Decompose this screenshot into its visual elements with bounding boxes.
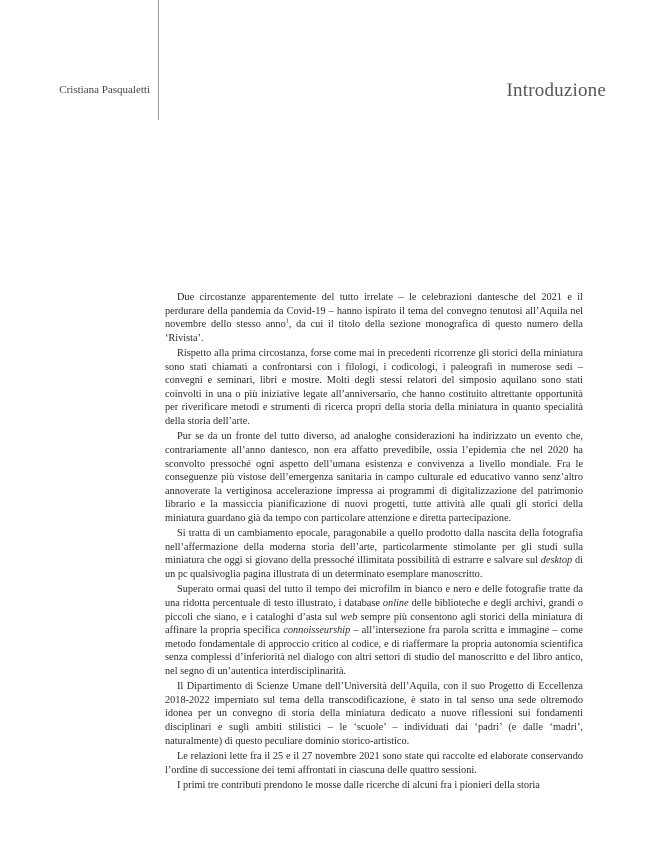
italic-term: desktop xyxy=(540,555,573,567)
paragraph xyxy=(165,779,583,793)
text-run: – all’intersezione fra parola scritta e immagine – come metodo fondamentale di approccio critico al codice, e di riaffermare la propria autonomia scientifica senza complessi d’inferiorità nel dialogo con altri settori di studio del manoscritto e del libro antico, nel segno di un’autentica interdisciplinarità. xyxy=(165,625,584,677)
text-run: delle biblioteche e degli archivi, grandi o piccoli che siano, e i cataloghi d’asta sul xyxy=(165,598,583,623)
paragraph xyxy=(165,680,583,748)
text-run: Due circostanze apparentemente del tutto irrelate – le celebrazioni dantesche del 2021 e il perdurare della pandemia da Covid-19 – hanno ispirato il tema del convegno tenutosi all’Aquila nel novembre dello stesso anno xyxy=(165,292,583,331)
text-run: Le relazioni lette fra il 25 e il 27 novembre 2021 sono state qui raccolte ed elaborate conservando l’ordine di successione dei temi affrontati in ciascuna delle quattro sessioni. xyxy=(165,751,583,776)
italic-term: online xyxy=(382,598,409,610)
text-run: Il Dipartimento di Scienze Umane dell’Università dell’Aquila, con il suo Progetto di Eccellenza 2018-2022 imperniato sul tema della transcodificazione, è stato in tal senso una sede oltremodo idonea per un convegno di storia della miniatura dedicato a nuove riflessioni sui fondamenti disciplinari e sugli ambiti stilistici – le ‘scuole’ – individuati dai ‘padri’ (e dalle ‘madri’, naturalmente) di questo peculiare dominio storico-artistico. xyxy=(165,681,583,747)
paragraph xyxy=(165,750,583,777)
italic-term: web xyxy=(340,611,358,623)
paragraph xyxy=(165,347,583,428)
body-text xyxy=(165,291,583,795)
text-run: , da cui il titolo della sezione monografica di questo numero della ‘Rivista’. xyxy=(165,319,583,344)
footnote-ref: 1 xyxy=(285,318,289,325)
text-run: di un pc qualsivoglia pagina illustrata di un determinato esemplare manoscritto. xyxy=(165,555,583,580)
text-run: Superato ormai quasi del tutto il tempo dei microfilm in bianco e nero e delle fotografie tratte da una ridotta percentuale di testo illustrato, i database xyxy=(165,584,583,610)
text-run: Rispetto alla prima circostanza, forse come mai in precedenti ricorrenze gli storici della miniatura sono stati chiamati a confrontarsi con i filologi, i codicologi, i paleografi in numerose sedi – convegni e seminari, libri e mostre. Molti degli stessi relatori del simposio aquilano sono stati coinvolti in una o più iniziative legate all’anniversario, che hanno costituito altrettante opportunità per riverificare metodi e strumenti di ricerca propri della storia della miniatura in quanto specialità della storia dell’arte. xyxy=(165,348,583,427)
paragraph xyxy=(165,527,583,581)
text-run: Si tratta di un cambiamento epocale, paragonabile a quello prodotto dalla nascita della fotografia nell’affermazione della moderna storia dell’arte, particolarmente stimolante per gli studi sulla miniatura che oggi si giovano della pressoché illimitata possibilità di estrarre e salvare sul xyxy=(165,528,583,567)
author-name: Cristiana Pasqualetti xyxy=(59,84,150,96)
text-run: sempre più consentono agli storici della miniatura di affinare la propria specifica xyxy=(165,611,583,637)
text-run: I primi tre contributi prendono le mosse dalle ricerche di alcuni fra i pionieri della storia xyxy=(177,780,540,792)
margin-rule xyxy=(158,0,159,120)
chapter-title: Introduzione xyxy=(506,80,606,101)
paragraph xyxy=(165,430,583,525)
paragraph xyxy=(165,583,583,678)
paragraph xyxy=(165,291,583,345)
italic-term: connoisseurship xyxy=(283,625,351,637)
text-run: Pur se da un fronte del tutto diverso, ad analoghe considerazioni ha indirizzato un evento che, contrariamente all’anno dantesco, non era affatto prevedibile, ossia l’epidemia che nel 2020 ha sconvolto pressoché ogni aspetto dell’umana esistenza e convivenza a livello mondiale. Fra le conseguenze più vistose dell’emergenza sanitaria in campo culturale ed educativo vanno senz’altro annoverate la vertiginosa accelerazione impressa ai programmi di digitalizzazione del patrimonio librario e la massiccia pianificazione di nuovi progetti, tutte attività alle quali gli storici della miniatura guardano già da tempo con particolare attenzione e diretta partecipazione. xyxy=(165,431,583,524)
